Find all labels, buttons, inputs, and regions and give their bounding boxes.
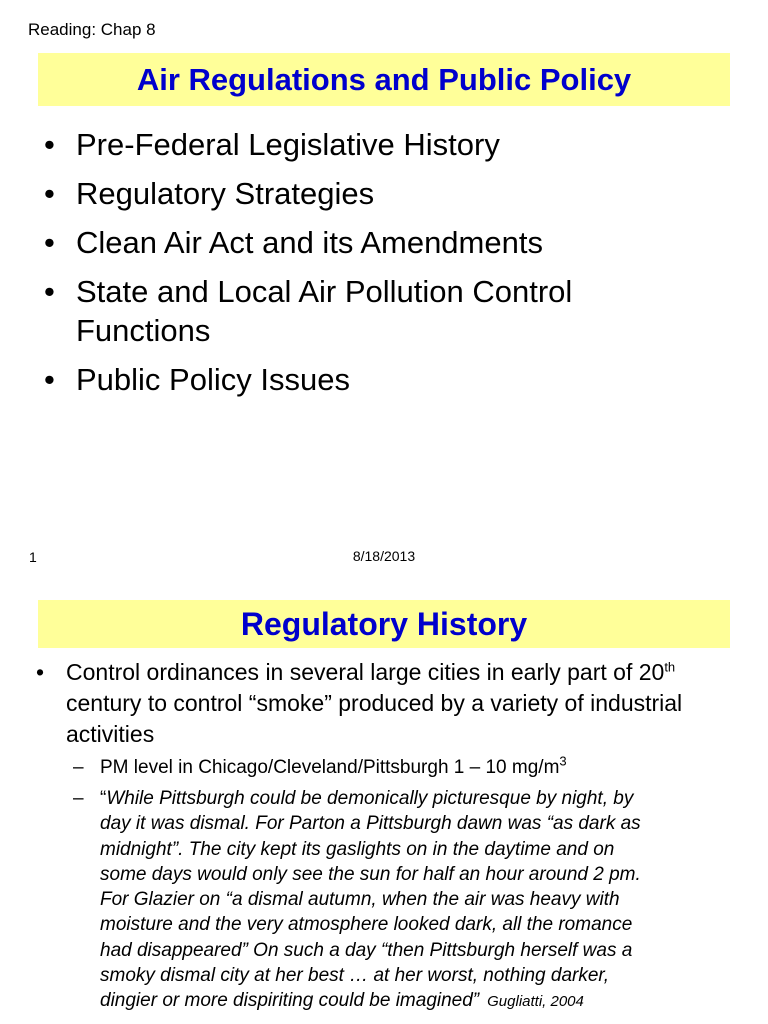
- quote-line: some days would only see the sun for half an hour around 2 pm.: [100, 863, 641, 885]
- list-item-text: State and Local Air Pollution Control: [76, 274, 573, 309]
- list-item: [44, 125, 744, 164]
- slide2-title-banner: [38, 600, 730, 648]
- bullet-icon: •: [44, 225, 55, 260]
- bullet-icon: •: [44, 176, 55, 211]
- main-bullet-text: [66, 657, 726, 750]
- quote-line: smoky dismal city at her best … at her worst, nothing darker,: [100, 965, 609, 987]
- main-bullet-part2: century to control “smoke” produced by a variety of industrial activities: [66, 690, 683, 747]
- slide1-title-banner: [38, 53, 730, 106]
- superscript-3: 3: [559, 753, 567, 769]
- list-item-text: Regulatory Strategies: [76, 176, 375, 211]
- list-item-text-continued: Functions: [76, 313, 211, 348]
- bullet-icon: •: [44, 274, 55, 309]
- list-item: [44, 174, 744, 213]
- quote-block: [100, 786, 730, 1015]
- bullet-icon: •: [36, 659, 45, 685]
- quote-line: For Glazier on “a dismal autumn, when the air was heavy with: [100, 889, 620, 911]
- list-item: [44, 360, 744, 399]
- slide1-bullet-list: [44, 125, 744, 409]
- dash-icon: –: [73, 757, 84, 778]
- quote-line: midnight”. The city kept its gaslights on in the daytime and on: [100, 838, 615, 860]
- slide1-title: Air Regulations and Public Policy: [136, 61, 632, 97]
- reading-assignment: Reading: Chap 8: [28, 20, 156, 39]
- quote-line: day it was dismal. For Parton a Pittsburgh dawn was “as dark as: [100, 813, 641, 835]
- list-item-text: Public Policy Issues: [76, 362, 350, 397]
- quote-line: [100, 786, 730, 811]
- bullet-icon: •: [44, 127, 55, 162]
- list-item-text: Pre-Federal Legislative History: [76, 127, 500, 162]
- bullet-icon: •: [44, 362, 55, 397]
- quote-text: dingier or more dispiriting could be imagined”: [100, 990, 480, 1012]
- slide2-title: Regulatory History: [240, 605, 528, 642]
- slide-date: 8/18/2013: [352, 548, 416, 564]
- quote-line: had disappeared” On such a day “then Pittsburgh herself was a: [100, 939, 633, 961]
- main-bullet-part1: Control ordinances in several large cities in early part of 20: [66, 659, 665, 685]
- page-number: 1: [29, 549, 37, 565]
- dash-icon: –: [73, 788, 84, 809]
- list-item: [44, 272, 744, 350]
- list-item-text: Clean Air Act and its Amendments: [76, 225, 543, 260]
- pm-level-text: PM level in Chicago/Cleveland/Pittsburgh 1 – 10 mg/m: [100, 757, 560, 778]
- quote-line: [100, 988, 730, 1014]
- quote-line: moisture and the very atmosphere looked dark, all the romance: [100, 914, 633, 936]
- sub-bullet-text: [100, 753, 567, 780]
- quote-text: While Pittsburgh could be demonically picturesque by night, by: [106, 788, 634, 809]
- open-quote: “: [100, 788, 107, 809]
- list-item: [44, 223, 744, 262]
- superscript-th: th: [664, 659, 676, 675]
- citation: Gugliatti, 2004: [487, 993, 584, 1011]
